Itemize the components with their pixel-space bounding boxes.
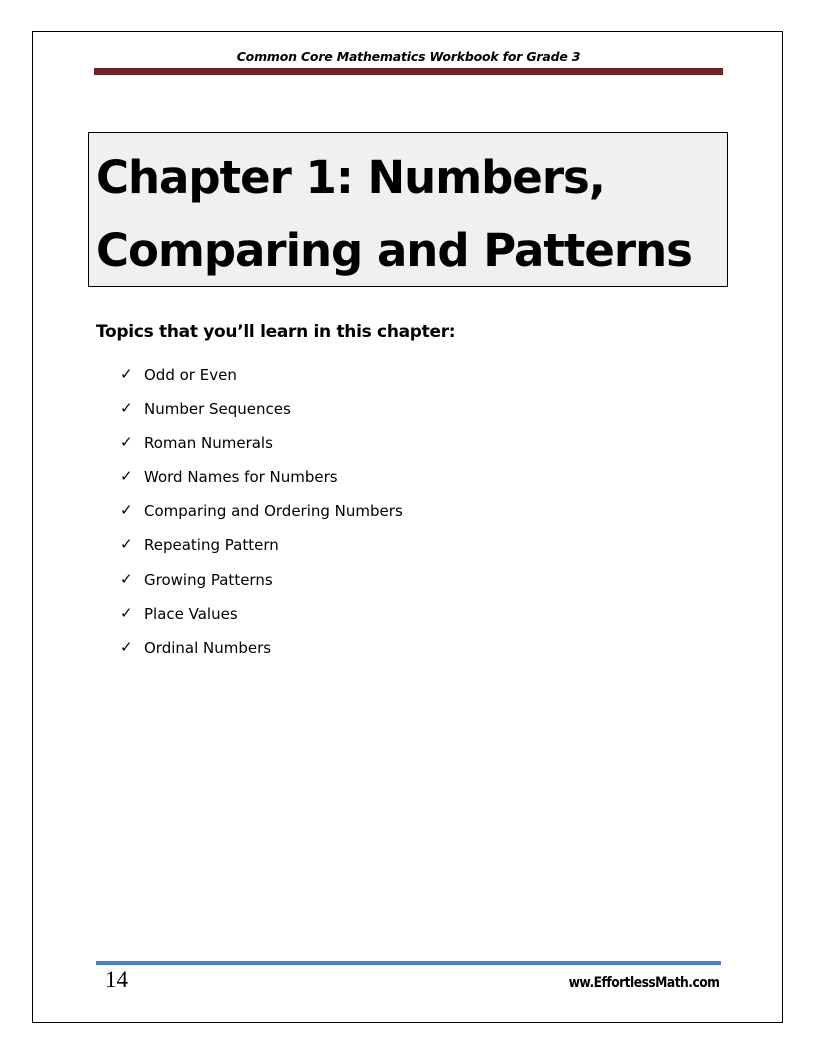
topic-label: Roman Numerals [144, 434, 273, 453]
checkmark-icon: ✓ [120, 637, 133, 656]
topic-label: Ordinal Numbers [144, 638, 272, 657]
website-url: ww.EffortlessMath.com [568, 975, 719, 991]
topic-item [120, 603, 403, 637]
checkmark-icon: ✓ [120, 535, 133, 554]
checkmark-icon: ✓ [120, 569, 133, 588]
topic-label: Odd or Even [144, 366, 237, 384]
checkmark-icon: ✓ [120, 501, 133, 520]
footer-rule [96, 961, 721, 965]
topic-item [120, 432, 403, 466]
checkmark-icon: ✓ [120, 603, 133, 622]
checkmark-icon: ✓ [120, 433, 133, 452]
topic-item [120, 466, 403, 500]
chapter-title-line-1: Chapter 1: Numbers, [96, 151, 605, 204]
running-header: Common Core Mathematics Workbook for Grade 3 [236, 49, 581, 64]
topic-item [120, 398, 403, 432]
checkmark-icon: ✓ [120, 399, 133, 418]
chapter-title-line-2: Comparing and Patterns [96, 224, 692, 277]
topic-list [120, 364, 403, 671]
chapter-title [96, 141, 727, 287]
topic-item [120, 364, 403, 398]
topic-label: Number Sequences [144, 400, 291, 419]
topic-item [120, 534, 403, 568]
topic-label: Comparing and Ordering Numbers [144, 502, 403, 521]
topics-heading: Topics that you’ll learn in this chapter: [96, 322, 456, 342]
topic-item [120, 500, 403, 534]
topic-label: Word Names for Numbers [144, 468, 338, 487]
page-number: 14 [105, 967, 128, 992]
topic-label: Growing Patterns [144, 570, 273, 589]
topic-item [120, 569, 403, 603]
topic-item [120, 637, 403, 671]
topic-label: Place Values [144, 604, 238, 623]
checkmark-icon: ✓ [120, 365, 133, 383]
checkmark-icon: ✓ [120, 467, 133, 486]
header-rule [94, 68, 723, 75]
chapter-title-box [88, 132, 728, 287]
topic-label: Repeating Pattern [144, 536, 279, 555]
